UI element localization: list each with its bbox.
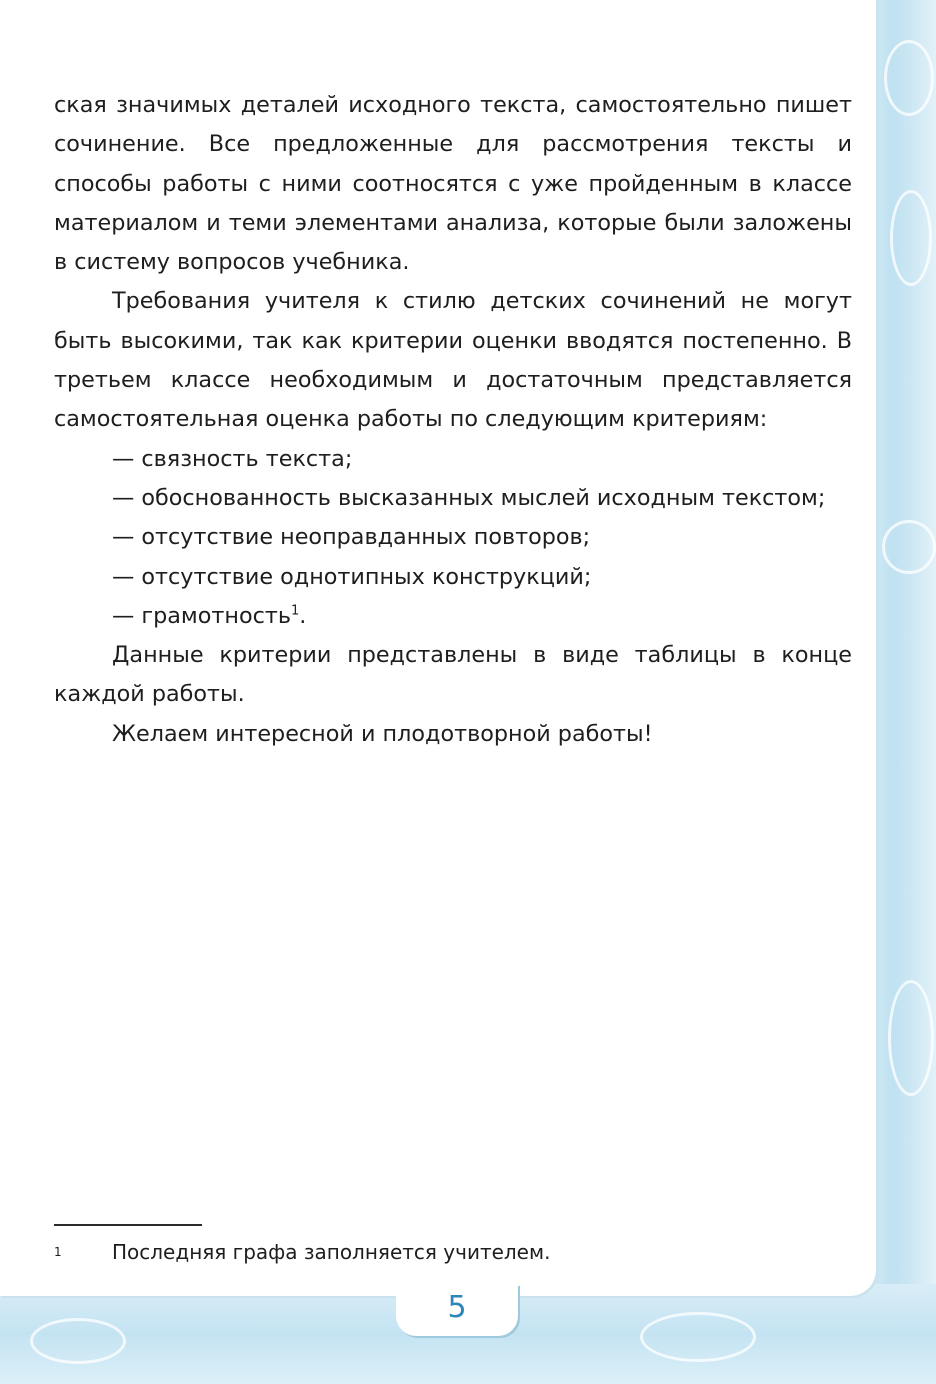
criterion-2: — обоснованность высказанных мыслей исходным текстом; — [112, 484, 826, 511]
body-text — [54, 86, 852, 754]
paragraph-1: ская значимых деталей исходного текста, самостоятельно пишет сочинение. Все предложенные для рассмотрения тексты и способы работы с ними соотносятся с уже пройденным в классе материалом и теми элементами анализа, которые были заложены в систему вопросов учебника. — [54, 92, 852, 276]
ornament-swirl-icon — [890, 190, 932, 286]
page-number-tab — [396, 1284, 518, 1336]
ornament-swirl-icon — [882, 520, 936, 574]
ornament-swirl-icon — [640, 1312, 756, 1362]
ornament-swirl-icon — [30, 1318, 126, 1364]
ornament-swirl-icon — [888, 980, 934, 1096]
footnote-text: Последняя графа заполняется учителем. — [112, 1240, 551, 1264]
criterion-5-end: . — [299, 602, 307, 629]
page-number: 5 — [447, 1290, 467, 1325]
paragraph-2: Требования учителя к стилю детских сочинений не могут быть высокими, так как критерии оценки вводятся постепенно. В третьем классе необходимым и достаточным представляется самостоятельная оценка работы по следующим критериям: — [54, 288, 852, 433]
footnote-reference: 1 — [290, 603, 300, 619]
criterion-1: — связность текста; — [112, 445, 353, 472]
criterion-4: — отсутствие однотипных конструкций; — [112, 563, 592, 590]
footnote-marker: 1 — [54, 1245, 62, 1259]
criterion-5 — [54, 597, 852, 636]
criterion-5-text: — грамотность — [112, 602, 291, 629]
paragraph-3: Данные критерии представлены в виде таблицы в конце каждой работы. — [54, 642, 852, 708]
footnote — [54, 1238, 550, 1266]
ornament-swirl-icon — [884, 40, 934, 116]
paragraph-4: Желаем интересной и плодотворной работы! — [112, 720, 653, 747]
criterion-3: — отсутствие неоправданных повторов; — [112, 524, 591, 551]
footnote-divider — [54, 1224, 202, 1226]
